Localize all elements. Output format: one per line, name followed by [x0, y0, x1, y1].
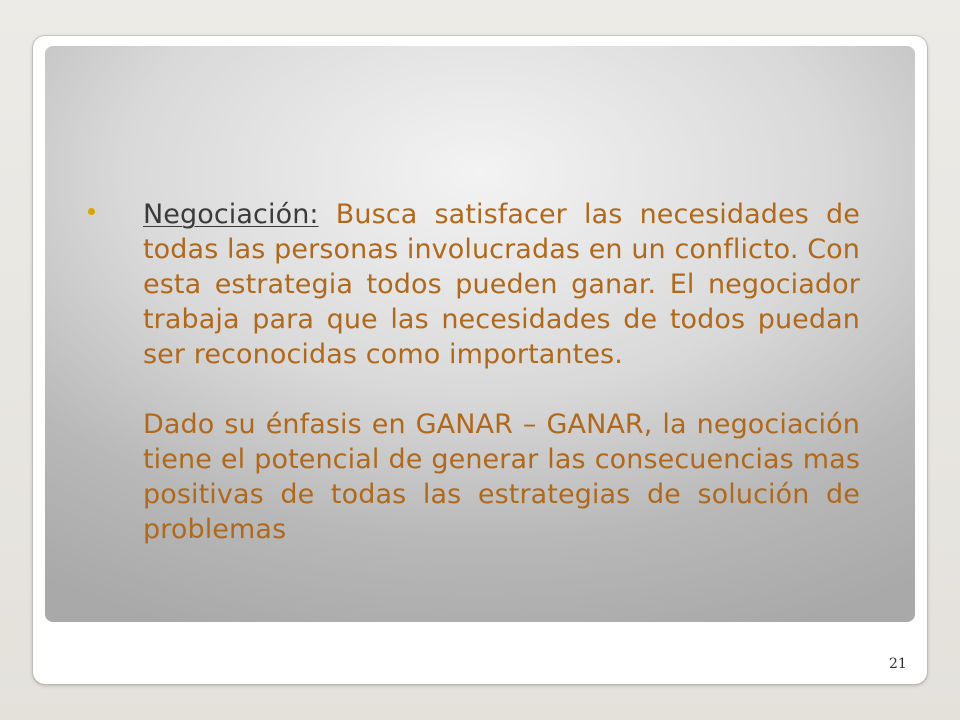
paragraph-1-text: Busca satisfacer las necesidades de todas las personas involucradas en un conflicto. Con esta estrategia todos pueden ganar. El negociador trabaja para que las necesidades de todos puedan ser reconocidas como importantes.: [143, 199, 860, 370]
term-negociacion: Negociación:: [143, 199, 319, 230]
page-number: 21: [889, 656, 907, 672]
paragraph-negociacion: [143, 197, 860, 372]
paragraph-2: Dado su énfasis en GANAR – GANAR, la negociación tiene el potencial de generar las consecuencias mas positivas de todas las estrategias de solución de problemas: [143, 409, 860, 545]
slide-body: [143, 197, 860, 547]
bullet-point: [88, 208, 95, 215]
